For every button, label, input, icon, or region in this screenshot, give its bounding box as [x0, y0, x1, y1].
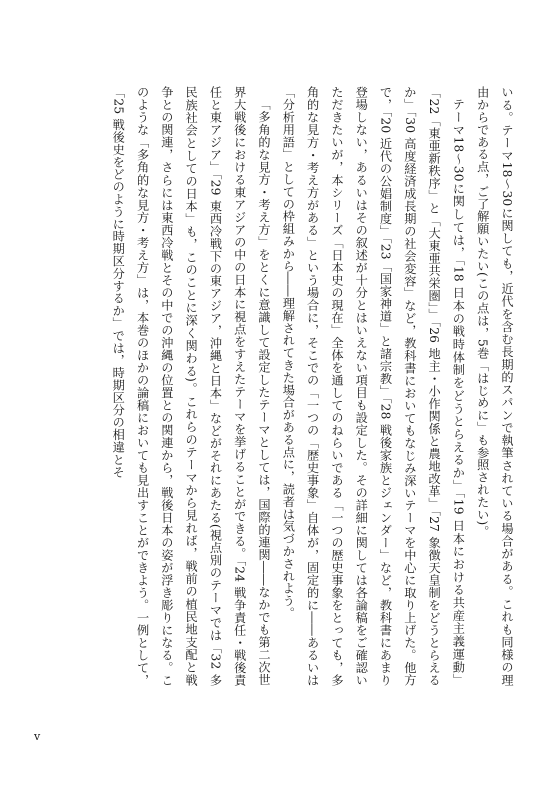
paragraph-3: 「多角的な見方・考え方」をとくに意識して設定したテーマとしては，国際的連関――なかでも第二次世界大戦後における東アジアの中の日本に視点をすえたテーマを挙げることができる。「24 戦争責任・戦後責任と東アジア」「29 東西冷戦下の東アジア，沖縄と日本」などがそれにあたる(視点別のテーマでは「32 多民族社会としての日本」も，このことに深く関わる)。これらのテーマから見れば，戦前の植民地支配と戦争との関連，さらには東西冷戦とその中での沖縄の位置との関連から，戦後日本の姿が浮き彫りになる。このような「多角的な見方・考え方」は，本巻のほかの論稿においても見出すことができよう。一例として，「25 戦後史をどのように時期区分するか」では，時期区分の相違とそ — [111, 86, 272, 686]
paragraph-1: いる。テーマ18～30に関しても，近代を含む長期的スパンで執筆されている場合がある。これも同様の理由からである点，ご了解願いたい(この点は，5巻「はじめに」も参照されたい)。 — [475, 86, 514, 686]
paragraph-2: テーマ18～30に関しては，「18 日本の戦時体制をどうとらえるか」「19 日本における共産主義運動」「22「東亜新秩序」と「大東亜共栄圏」」「26 地主・小作関係と農地改革」「27 象徴天皇制をどうとらえるか」「30 高度経済成長期の社会変容」など，教科書においてもなじみ深いテーマを中心に取り上げた。他方で，「20 近代の公娼制度」「23「国家神道」と諸宗教」「28 戦後家族とジェンダー」など，教科書にあまり登場しない，あるいはその叙述が十分とはいえない項目も設定した。その詳細に関しては各論稿をご確認いただきたいが，本シリーズ「日本史の現在」全体を通してのねらいである「一つの歴史事象をとっても，多角的な見方・考え方がある」という場合に，そこでの「一つの「歴史事象」自体が，固定的に――あるいは「分析用語」としての枠組みから――理解されてきた場合がある点に，読者は気づかされよう。 — [281, 86, 466, 686]
body-text — [29, 86, 519, 686]
page-number: v — [34, 730, 41, 743]
